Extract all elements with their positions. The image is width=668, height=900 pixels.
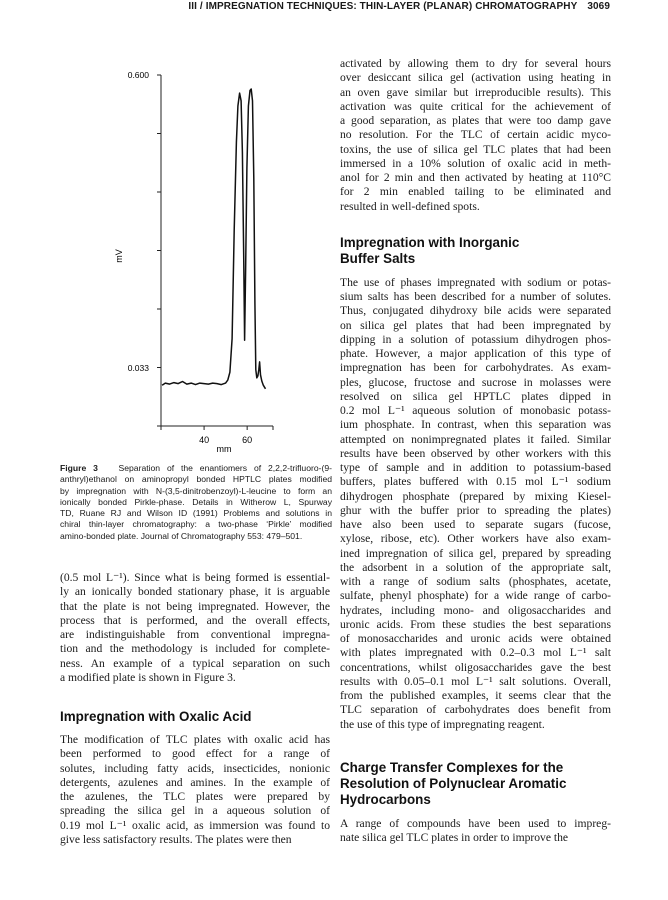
text-line: 0.19 mol L⁻¹ oxalic acid, as immersion was found to (60, 818, 330, 832)
text-line: the azulenes, the TLC plates were prepared by (60, 790, 330, 803)
heading-line: Impregnation with Inorganic (340, 234, 520, 250)
text-line: are indistinguishable from conventional impregna- (60, 628, 330, 641)
paragraph-buffer-salts (340, 276, 611, 732)
paragraph-oxalic-continued (340, 57, 611, 214)
running-title: III / IMPREGNATION TECHNIQUES: THIN-LAYER (PLANAR) CHROMATOGRAPHY (188, 1, 578, 12)
text-line: concentrations, whilst oligosaccharides gave the best (340, 660, 611, 674)
text-line: activation was quite critical for the achievement of (340, 99, 611, 113)
y-tick-label: 0.033 (127, 363, 149, 374)
text-line: ly an ionically bonded stationary phase, it is arguable (60, 585, 330, 599)
text-line: on silica gel plates that had been impregnated by (340, 318, 611, 332)
text-line: Thus, conjugated dihydroxy bile acids were separated (340, 304, 611, 318)
text-line: no resolution. For the TLC of certain acidic myco- (340, 128, 611, 142)
caption-line: by impregnation with N-(3,5-dinitrobenzoyl)-L-leucine to form an (60, 485, 332, 496)
text-line: the adsorbent in a solution of the appropriate salt, (340, 560, 611, 574)
text-line: ples, glucose, fructose and sucrose in molasses were (340, 375, 611, 389)
text-line: attempted on nonimpregnated plates it failed. Similar (340, 432, 611, 446)
text-line: the use of this type of impregnating reagent. (340, 717, 545, 731)
text-line: TLC separation of carbohydrates does benefit from (340, 703, 611, 717)
text-line: activated by allowing them to dry for several hours (340, 57, 611, 70)
text-line: impregnation has been for carbohydrates. As exam- (340, 361, 611, 375)
left-column (60, 571, 330, 847)
text-line: (0.5 mol L⁻¹). Since what is being formed is essential- (60, 571, 330, 584)
caption-line: amino-bonded plate. Journal of Chromatography 553: 479–501. (60, 530, 303, 541)
text-line: anol for 2 min and then activated by heating at 110°C (340, 171, 611, 184)
x-axis-label: mm (216, 444, 232, 454)
text-line: buffers, plates buffered with 0.15 mol L⁻¹ sodium (340, 475, 611, 489)
paragraph-charge-transfer (340, 817, 611, 846)
heading-line: Charge Transfer Complexes for the (340, 759, 564, 775)
text-line: give less satisfactory results. The plates were then (60, 832, 292, 846)
figure-caption (60, 463, 332, 542)
x-tick-label: 40 (199, 435, 210, 445)
heading-charge-transfer (340, 760, 611, 808)
text-line: have also been used to separate sugars (fucose, (340, 518, 611, 531)
text-line: tion and the methodology is included for complete- (60, 642, 330, 656)
densitogram-line (162, 89, 265, 389)
x-tick-label: 60 (242, 435, 253, 445)
heading-line: Resolution of Polynuclear Aromatic (340, 775, 567, 791)
text-line: immersed in a 10% solution of oxalic acid in meth- (340, 156, 611, 170)
right-column (340, 57, 611, 845)
paragraph-impregnation-continued (60, 571, 330, 685)
text-line: ined impregnation of silica gel, prepared by spreading (340, 546, 611, 560)
text-line: from the published examples, it seems clear that the (340, 689, 611, 702)
text-line: a modified plate is shown in Figure 3. (60, 670, 236, 684)
text-line: an oven gave similar but irreproducible results). This (340, 85, 611, 99)
figure-label: Figure 3 (60, 463, 98, 473)
y-axis-label: mV (114, 249, 124, 263)
text-line: dipping in a solution of potassium dihydrogen phos- (340, 332, 611, 346)
text-line: 0.2 mol L⁻¹ aqueous solution of monobasic potass- (340, 404, 611, 417)
text-line: results with 0.05–0.1 mol L⁻¹ salt solutions. Overall, (340, 674, 611, 688)
text-line: A range of compounds have been used to impreg- (340, 816, 611, 830)
heading-oxalic-acid: Impregnation with Oxalic Acid (60, 709, 252, 724)
page-number: 3069 (587, 1, 610, 12)
text-line: process that is performed, and the overall effects, (60, 613, 330, 627)
text-line: xylose, ribose, etc). Other workers have also exam- (340, 532, 611, 546)
text-line: detergents, azulenes and amines. In the example of (60, 775, 330, 789)
figure-3-chart (60, 0, 360, 460)
text-line: uronic acids. From these studies the best separations (340, 617, 611, 631)
paragraph-oxalic-acid (60, 733, 330, 847)
caption-line: anthryl)ethanol on aminopropyl bonded HPTLC plates modified (60, 474, 332, 485)
text-line: phate. However, a major application of this type of (340, 347, 611, 360)
text-line: type of sample and in addition to potassium-based (340, 461, 611, 474)
text-line: over desiccant silica gel (activation using heating in (340, 71, 611, 85)
text-line: hydrates, including mono- and oligosaccharides and (340, 603, 611, 617)
caption-text: Separation of the enantiomers of 2,2,2-trifluoro-(9- (118, 463, 332, 473)
text-line: resulted in well-defined spots. (340, 199, 480, 213)
heading-buffer-salts (340, 235, 611, 267)
text-line: that the plate is not being impregnated. However, the (60, 599, 330, 613)
text-line: toxins, the use of silica gel TLC plates that had been (340, 142, 611, 156)
text-line: ness. An example of a typical separation on such (60, 656, 330, 670)
caption-line: chiral thin-layer chromatography: a two-phase ‘Pirkle’ modified (60, 519, 332, 530)
text-line: results have been observed by other workers with this (340, 446, 611, 460)
caption-line: ionically bonded Pirkle-phase. Details in Witherow L, Spurway (60, 496, 332, 507)
text-line: ium phosphate. In contrast, when this separation was (340, 418, 611, 432)
text-line: a good separation, as plates that were too damp gave (340, 114, 611, 127)
heading-line: Hydrocarbons (340, 791, 431, 807)
text-line: been performed to good effect for a range of (60, 747, 330, 761)
text-line: The modification of TLC plates with oxalic acid has (60, 733, 330, 746)
text-line: solutes, including fatty acids, insecticides, nonionic (60, 761, 330, 775)
text-line: for 2 min enabled tailing to be eliminated and (340, 185, 611, 199)
text-line: with plates impregnated with 0.2–0.3 mol L⁻¹ salt (340, 646, 611, 660)
text-line: of monosaccharides and uronic acids were obtained (340, 632, 611, 645)
text-line: The use of phases impregnated with sodium or potas- (340, 275, 611, 289)
text-line: resolved on silica gel HPTLC plates dipped in (340, 389, 611, 403)
heading-line: Buffer Salts (340, 250, 416, 266)
text-line: sulfate, phenyl phosphate) for a wide range of carbo- (340, 589, 611, 603)
text-line: nate silica gel TLC plates in order to improve the (340, 831, 569, 844)
text-line: sium salts has been described for a number of solutes. (340, 290, 611, 303)
text-line: spreading the silica gel in a aqueous solution of (60, 804, 330, 818)
caption-line: TD, Ruane RJ and Wilson ID (1991) Problems and solutions in (60, 508, 332, 519)
caption-line (60, 463, 332, 474)
text-line: ghur with the buffer prior to spreading the plates) (340, 503, 611, 517)
text-line: dihydrogen phosphate (prepared by mixing Kiesel- (340, 489, 611, 503)
text-line: with a range of sodium salts (phosphates, acetate, (340, 575, 611, 588)
y-tick-label: 0.600 (127, 70, 149, 80)
